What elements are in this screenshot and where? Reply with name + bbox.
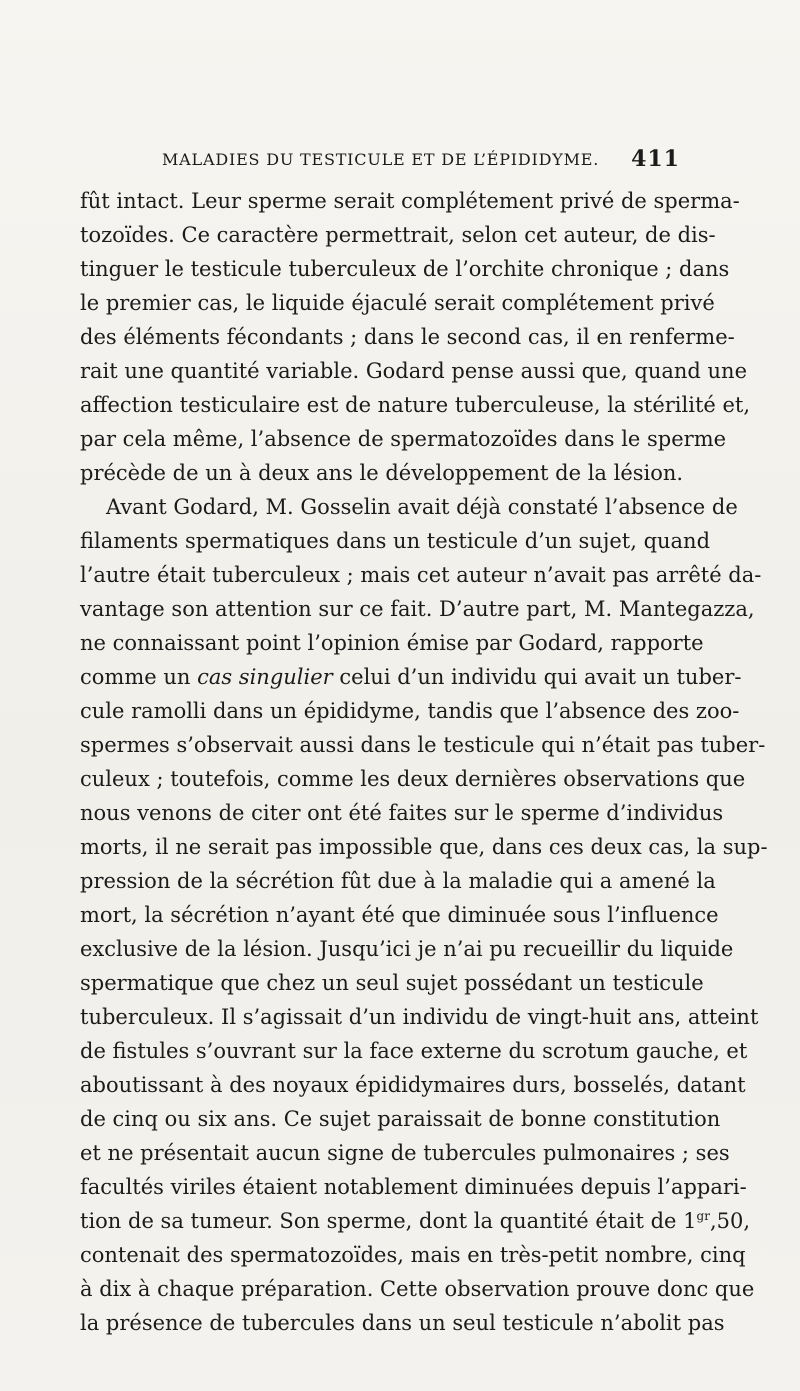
text-line: culeux ; toutefois, comme les deux dernières observations que <box>80 767 746 791</box>
text-line: et ne présentait aucun signe de tubercules pulmonaires ; ses <box>80 1141 730 1165</box>
text-line <box>80 1204 751 1238</box>
text-fragment: tion de sa tumeur. Son sperme, dont la quantité était de 1 <box>80 1209 697 1233</box>
text-line: spermatique que chez un seul sujet possédant un testicule <box>80 971 704 995</box>
text-line: par cela même, l’absence de spermatozoïdes dans le sperme <box>80 427 727 451</box>
text-line: nous venons de citer ont été faites sur le sperme d’individus <box>80 801 724 825</box>
text-line: de cinq ou six ans. Ce sujet paraissait de bonne constitution <box>80 1107 721 1131</box>
text-line: tuberculeux. Il s’agissait d’un individu de vingt-huit ans, atteint <box>80 1005 759 1029</box>
text-fragment: comme un <box>80 665 191 689</box>
text-line: filaments spermatiques dans un testicule d’un sujet, quand <box>80 529 711 553</box>
text-line <box>80 660 742 694</box>
text-line: exclusive de la lésion. Jusqu’ici je n’ai pu recueillir du liquide <box>80 937 734 961</box>
text-line: affection testiculaire est de nature tuberculeuse, la stérilité et, <box>80 393 751 417</box>
text-line: ne connaissant point l’opinion émise par Godard, rapporte <box>80 631 704 655</box>
text-line: Avant Godard, M. Gosselin avait déjà constaté l’absence de <box>106 495 738 519</box>
text-line: rait une quantité variable. Godard pense aussi que, quand une <box>80 359 748 383</box>
italic-phrase: cas singulier <box>197 665 333 689</box>
text-line: tinguer le testicule tuberculeux de l’orchite chronique ; dans <box>80 257 730 281</box>
text-line: des éléments fécondants ; dans le second cas, il en renferme- <box>80 325 735 349</box>
text-line: mort, la sécrétion n’ayant été que diminuée sous l’influence <box>80 903 719 927</box>
text-line: tozoïdes. Ce caractère permettrait, selon cet auteur, de dis- <box>80 223 716 247</box>
text-fragment: ,50, <box>709 1209 751 1233</box>
text-line: de fistules s’ouvrant sur la face externe du scrotum gauche, et <box>80 1039 748 1063</box>
text-line: le premier cas, le liquide éjaculé serait complétement privé <box>80 291 715 315</box>
text-line: la présence de tubercules dans un seul testicule n’abolit pas <box>80 1311 725 1335</box>
text-line: précède de un à deux ans le développement de la lésion. <box>80 461 684 485</box>
text-line: spermes s’observait aussi dans le testicule qui n’était pas tuber- <box>80 733 766 757</box>
text-fragment: celui d’un individu qui avait un tuber- <box>339 665 742 689</box>
text-line: aboutissant à des noyaux épididymaires durs, bosselés, datant <box>80 1073 746 1097</box>
text-line: contenait des spermatozoïdes, mais en très-petit nombre, cinq <box>80 1243 746 1267</box>
running-title: MALADIES DU TESTICULE ET DE L’ÉPIDIDYME. <box>162 150 600 169</box>
text-line: morts, il ne serait pas impossible que, dans ces deux cas, la sup- <box>80 835 768 859</box>
text-line: cule ramolli dans un épididyme, tandis que l’absence des zoo- <box>80 699 740 723</box>
text-line: fût intact. Leur sperme serait complétement privé de sperma- <box>80 189 740 213</box>
superscript-unit: gr <box>696 1209 710 1223</box>
text-line: facultés viriles étaient notablement diminuées depuis l’appari- <box>80 1175 747 1199</box>
text-line: l’autre était tuberculeux ; mais cet auteur n’avait pas arrêté da- <box>80 563 762 587</box>
page-number: 411 <box>631 146 680 172</box>
body-text <box>80 184 768 1340</box>
text-line: pression de la sécrétion fût due à la maladie qui a amené la <box>80 869 716 893</box>
running-head <box>162 146 680 176</box>
text-line: à dix à chaque préparation. Cette observation prouve donc que <box>80 1277 755 1301</box>
text-line: vantage son attention sur ce fait. D’autre part, M. Mantegazza, <box>80 597 755 621</box>
